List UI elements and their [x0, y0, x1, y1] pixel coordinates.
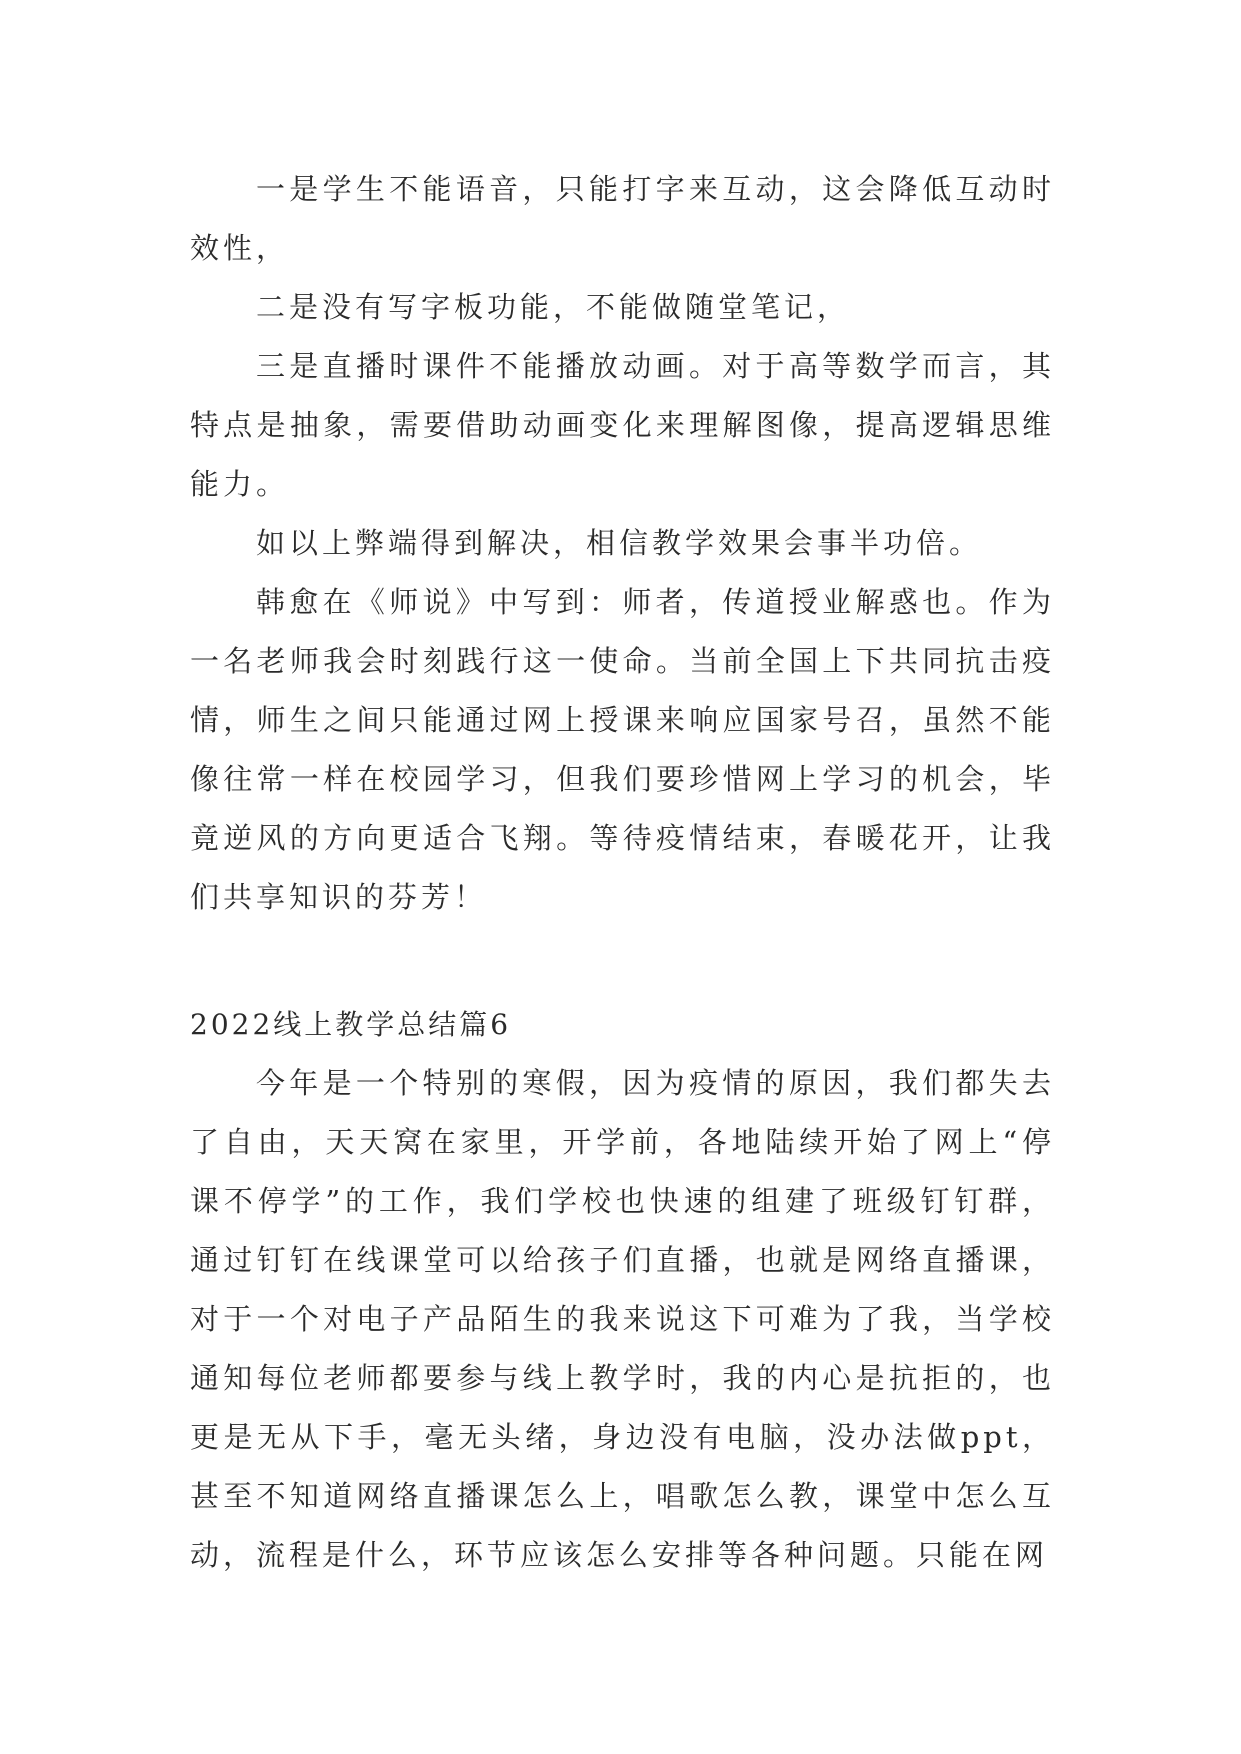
paragraph-intro: 今年是一个特别的寒假，因为疫情的原因，我们都失去了自由，天天窝在家里，开学前，各地陆续开始了网上“停课不停学”的工作，我们学校也快速的组建了班级钉钉群，通过钉钉在线课堂可以给孩子们直播，也就是网络直播课，对于一个对电子产品陌生的我来说这下可难为了我，当学校通知每位老师都要参与线上教学时，我的内心是抗拒的，也更是无从下手，毫无头绪，身边没有电脑，没办法做ppt，甚至不知道网络直播课怎么上，唱歌怎么教，课堂中怎么互动，流程是什么，环节应该怎么安排等各种问题。只能在网	[190, 1066, 1055, 1572]
paragraph-drawbacks-1: 一是学生不能语音，只能打字来互动，这会降低互动时效性，	[190, 172, 1055, 265]
document-page	[190, 160, 1055, 1585]
paragraph-drawbacks-2: 二是没有写字板功能，不能做随堂笔记，	[256, 290, 851, 324]
paragraph-resolution: 如以上弊端得到解决，相信教学效果会事半功倍。	[256, 526, 983, 560]
paragraph-drawbacks-3: 三是直播时课件不能播放动画。对于高等数学而言，其特点是抽象，需要借助动画变化来理解图像，提高逻辑思维能力。	[190, 349, 1055, 501]
section-heading: 2022线上教学总结篇6	[190, 1008, 512, 1041]
paragraph-conclusion: 韩愈在《师说》中写到：师者，传道授业解惑也。作为一名老师我会时刻践行这一使命。当前全国上下共同抗击疫情，师生之间只能通过网上授课来响应国家号召，虽然不能像往常一样在校园学习，但我们要珍惜网上学习的机会，毕竟逆风的方向更适合飞翔。等待疫情结束，春暖花开，让我们共享知识的芬芳！	[190, 585, 1055, 914]
